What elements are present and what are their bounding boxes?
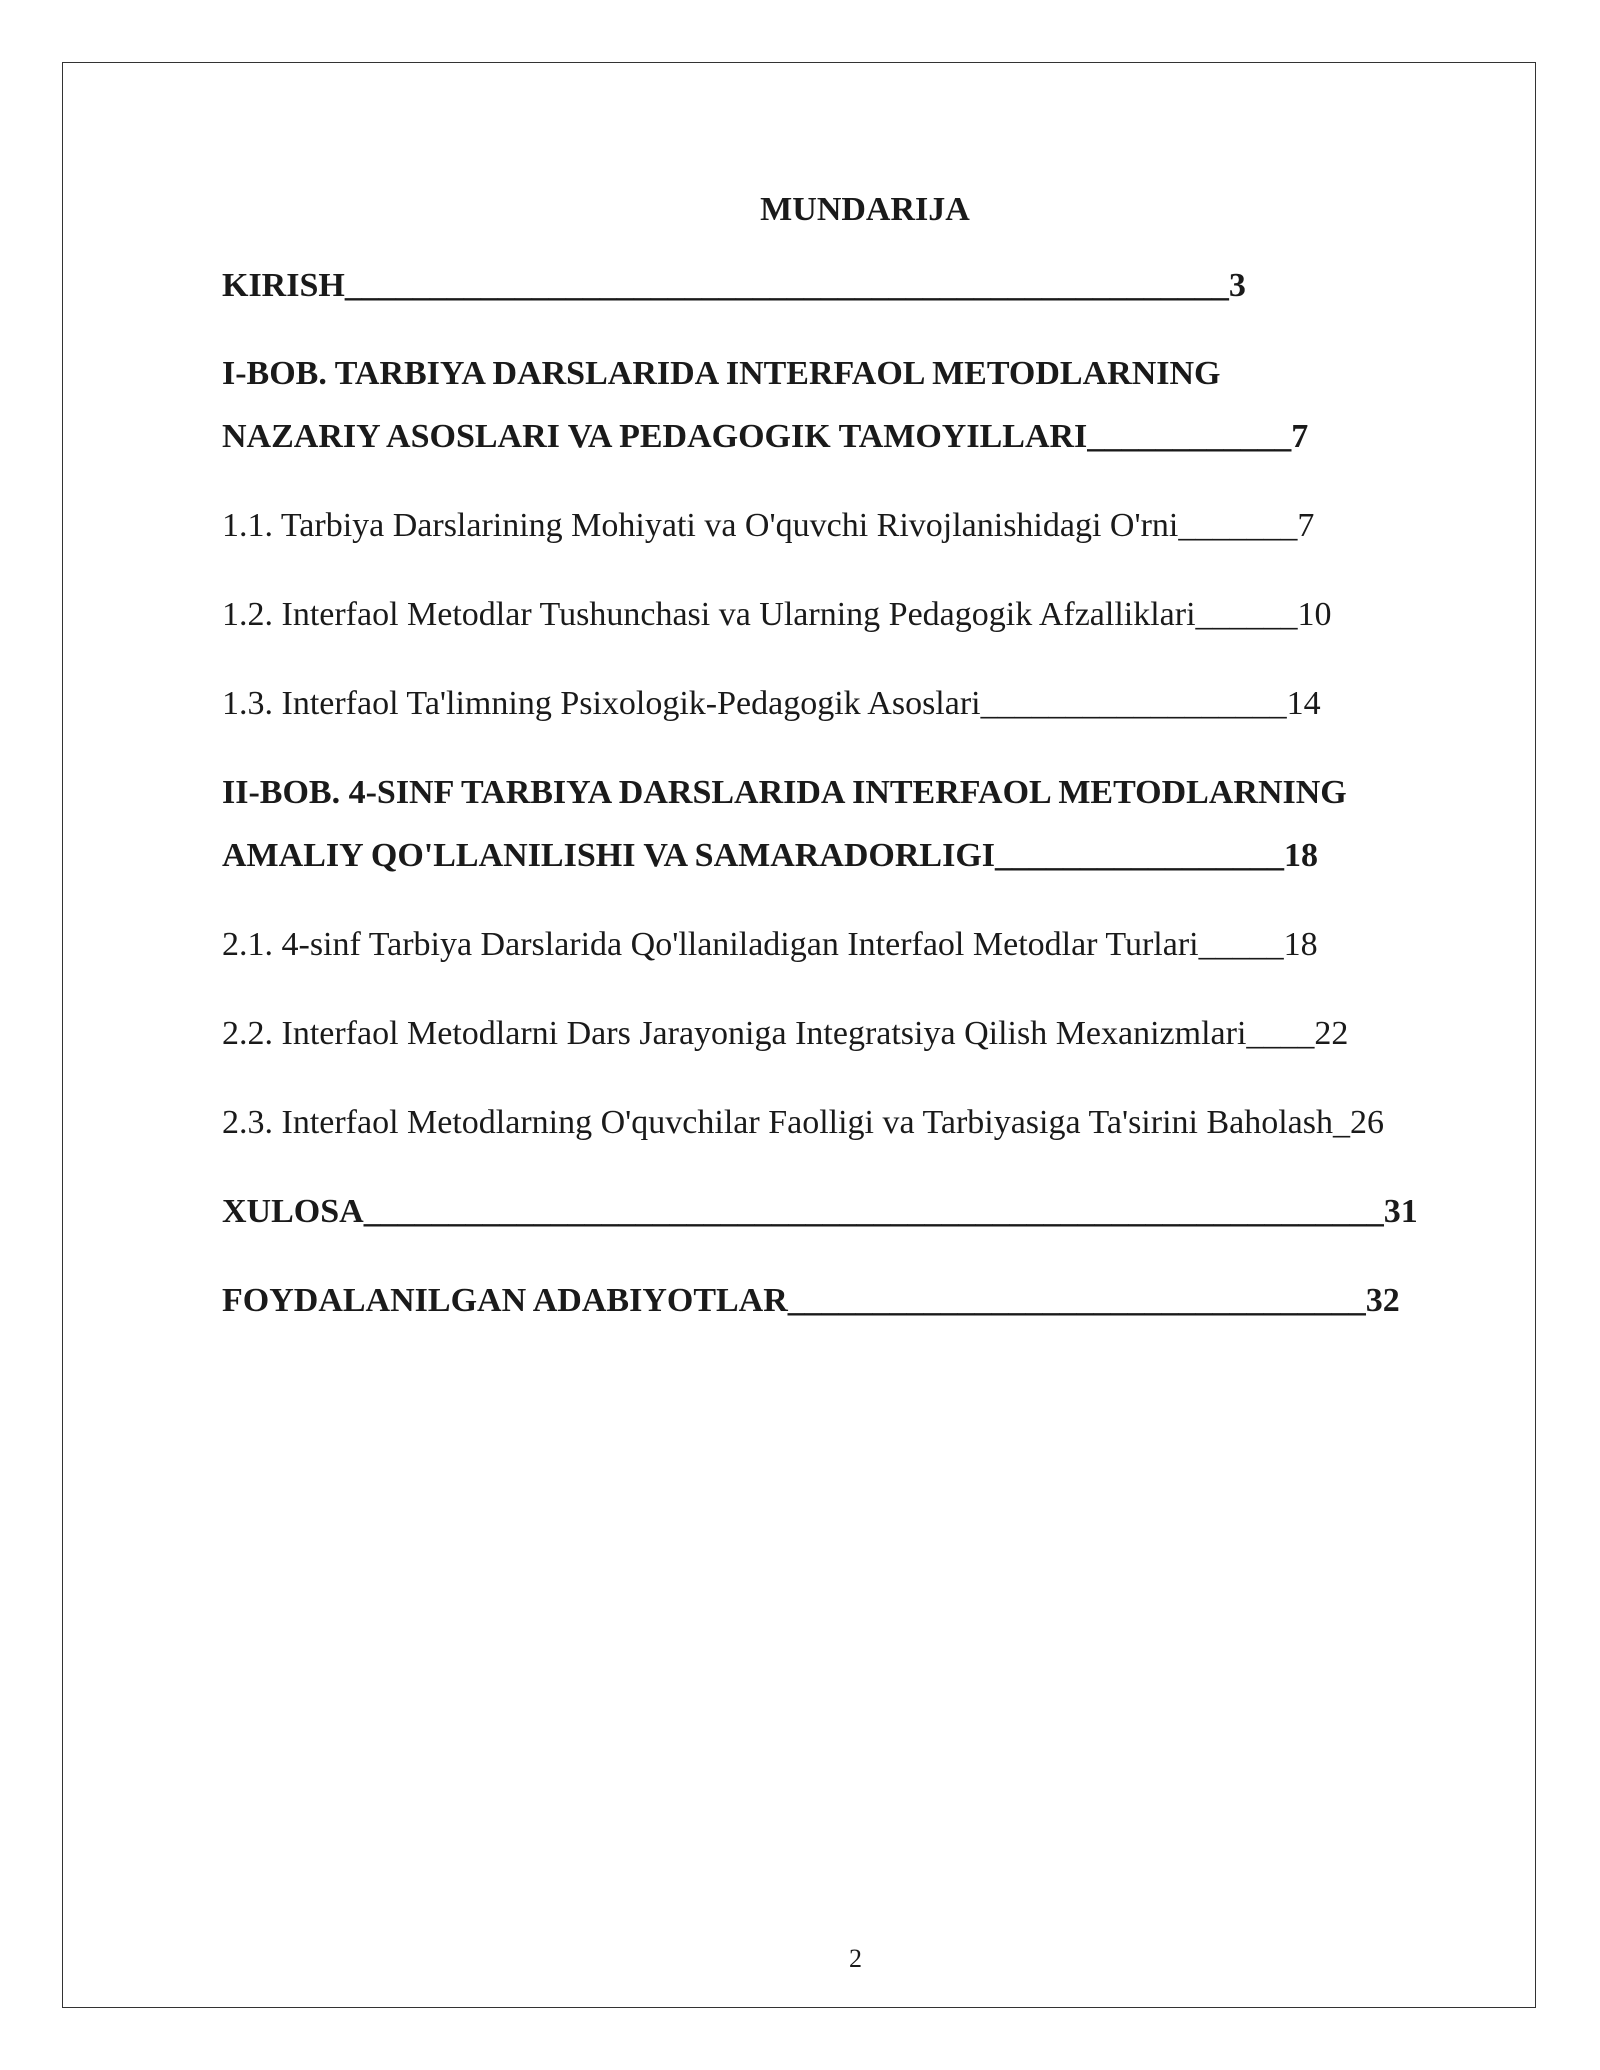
toc-entry-chapter-1-line-1: I-BOB. TARBIYA DARSLARIDA INTERFAOL METODLARNING xyxy=(222,355,1221,392)
toc-entry-1-3: 1.3. Interfaol Ta'limning Psixologik-Pedagogik Asoslari__________________14 xyxy=(222,685,1321,722)
toc-entry-1-2: 1.2. Interfaol Metodlar Tushunchasi va Ularning Pedagogik Afzalliklari______10 xyxy=(222,596,1332,633)
toc-entry-2-1: 2.1. 4-sinf Tarbiya Darslarida Qo'llaniladigan Interfaol Metodlar Turlari_____18 xyxy=(222,926,1318,963)
toc-entry-chapter-1-line-2: NAZARIY ASOSLARI VA PEDAGOGIK TAMOYILLARI____________7 xyxy=(222,418,1309,455)
toc-entry-2-2: 2.2. Interfaol Metodlarni Dars Jarayoniga Integratsiya Qilish Mexanizmlari____22 xyxy=(222,1015,1349,1052)
toc-entry-1-1: 1.1. Tarbiya Darslarining Mohiyati va O'quvchi Rivojlanishidagi O'rni_______7 xyxy=(222,507,1315,544)
toc-entry-adabiyotlar: FOYDALANILGAN ADABIYOTLAR__________________________________32 xyxy=(222,1282,1400,1319)
toc-title: MUNDARIJA xyxy=(760,191,970,228)
page-number: 2 xyxy=(849,1944,862,1973)
toc-entry-chapter-2-line-1: II-BOB. 4-SINF TARBIYA DARSLARIDA INTERFAOL METODLARNING xyxy=(222,774,1347,811)
toc-entry-2-3: 2.3. Interfaol Metodlarning O'quvchilar Faolligi va Tarbiyasiga Ta'sirini Baholash_26 xyxy=(222,1104,1384,1141)
toc-entry-chapter-2-line-2: AMALIY QO'LLANILISHI VA SAMARADORLIGI_________________18 xyxy=(222,837,1319,874)
toc-entry-xulosa: XULOSA____________________________________________________________31 xyxy=(222,1193,1418,1230)
toc-entry-kirish: KIRISH____________________________________________________3 xyxy=(222,267,1246,304)
